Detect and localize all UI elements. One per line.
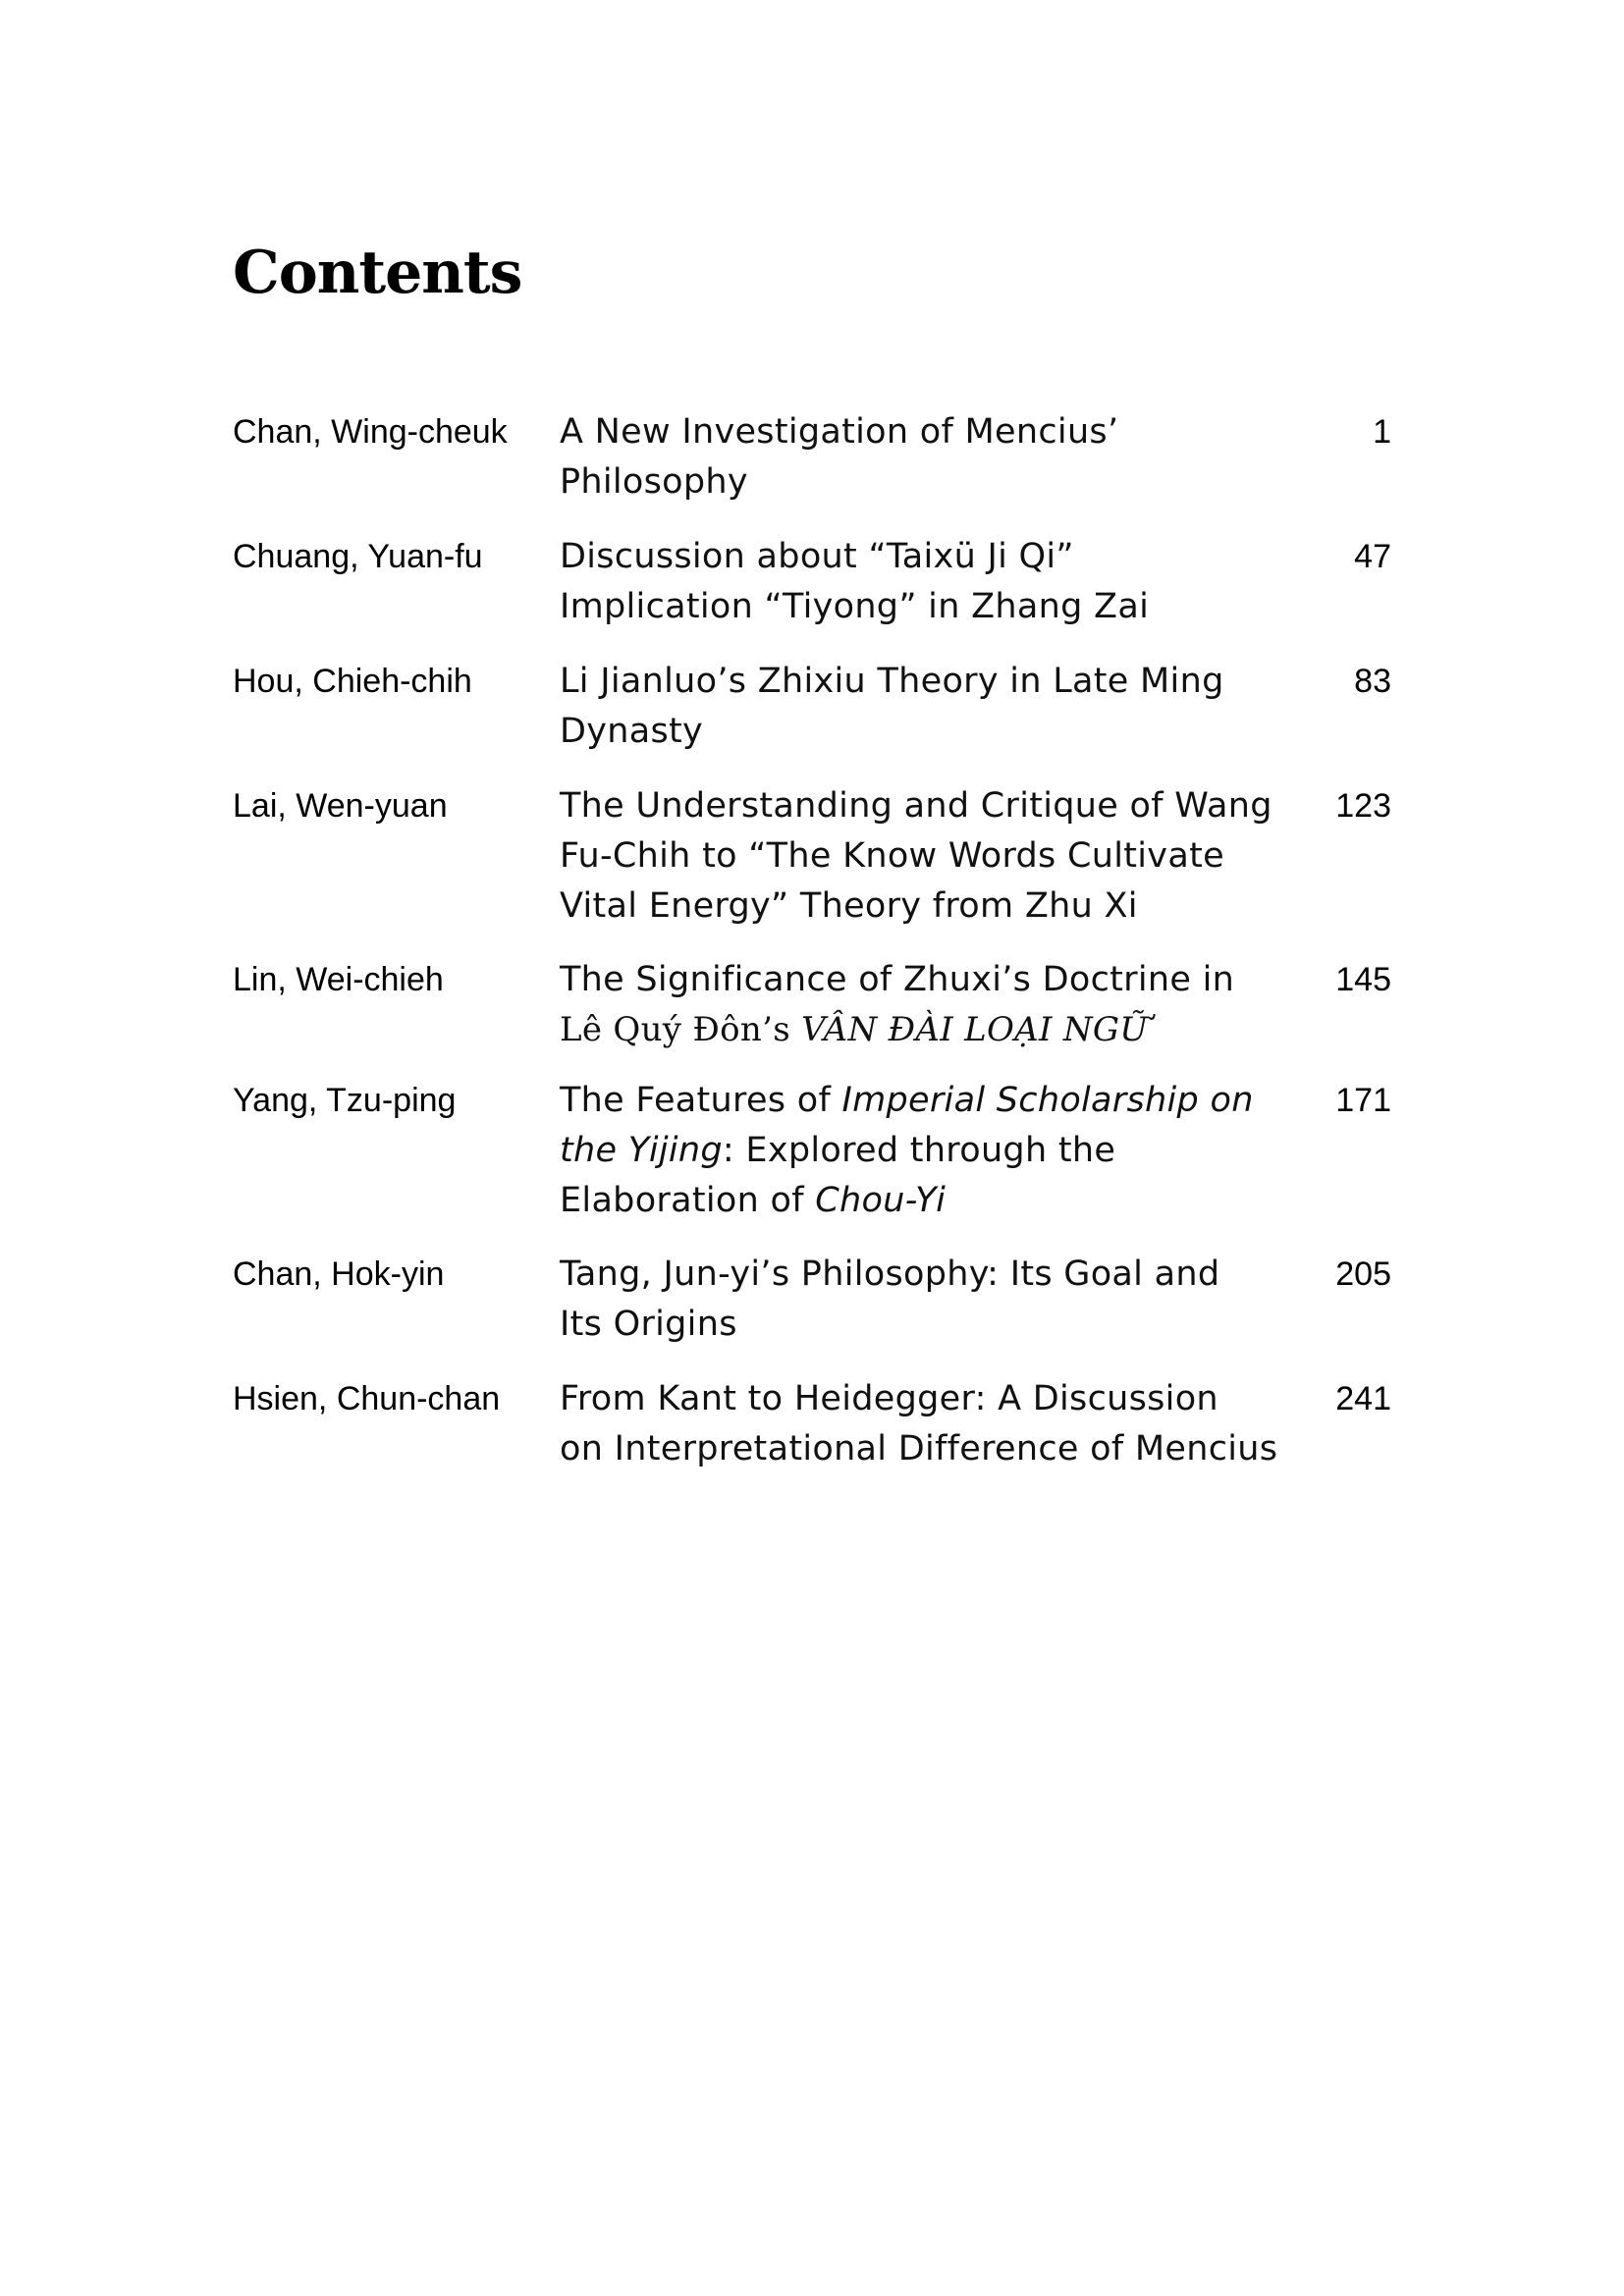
toc-title-line (560, 1076, 1281, 1126)
toc-title-line (560, 955, 1281, 1005)
toc-author: Chuang, Yuan-fu (233, 538, 483, 575)
toc-article-title (560, 955, 1281, 1055)
toc-page-number: 145 (1335, 961, 1391, 998)
toc-page-number: 241 (1335, 1380, 1391, 1417)
toc-author: Lai, Wen-yuan (233, 787, 448, 825)
toc-title-segment: Vital Energy” Theory from Zhu Xi (560, 886, 1138, 926)
toc-title-segment: Elaboration of (560, 1181, 816, 1220)
toc-title-line (560, 1250, 1281, 1300)
toc-title-segment: Li Jianluo’s Zhixiu Theory in Late Ming (560, 662, 1224, 701)
toc-title-line (560, 1374, 1281, 1424)
toc-title-line (560, 707, 1281, 757)
toc-title-line (560, 1005, 1281, 1055)
toc-title-segment: A New Investigation of Mencius’ (560, 412, 1119, 452)
toc-title-segment: Its Origins (560, 1305, 737, 1344)
toc-title-segment: : Explored through the (722, 1131, 1116, 1170)
toc-title-segment: From Kant to Heidegger: A Discussion (560, 1379, 1218, 1418)
toc-title-line (560, 407, 1281, 457)
toc-title-segment: Chou-Yi (815, 1181, 947, 1220)
toc-title-segment: The Understanding and Critique of Wang (560, 786, 1272, 826)
toc-title-segment: the Yijing (560, 1131, 723, 1170)
toc-title-line (560, 1126, 1281, 1176)
toc-page-number: 47 (1354, 538, 1391, 575)
toc-page-number: 205 (1335, 1255, 1391, 1293)
toc-title-segment: Discussion about “Taixü Ji Qi” (560, 537, 1074, 576)
toc-author: Hou, Chieh-chih (233, 663, 472, 700)
toc-title-line (560, 657, 1281, 707)
toc-page-number: 171 (1335, 1082, 1391, 1119)
toc-page-number: 83 (1354, 663, 1391, 700)
toc-title-line (560, 1424, 1281, 1474)
toc-page-number: 1 (1373, 413, 1391, 451)
toc-title-line (560, 532, 1281, 582)
toc-article-title (560, 781, 1281, 932)
toc-title-segment: Implication “Tiyong” in Zhang Zai (560, 587, 1150, 626)
toc-page-number: 123 (1335, 787, 1391, 825)
toc-author: Chan, Wing-cheuk (233, 413, 508, 451)
toc-title-segment: The Features of (560, 1081, 842, 1120)
toc-title-segment: Philosophy (560, 462, 748, 502)
toc-title-segment: VÂN ĐÀI LOẠI NGỮ (801, 1010, 1149, 1049)
toc-title-segment: Dynasty (560, 712, 704, 751)
toc-author: Chan, Hok-yin (233, 1255, 445, 1293)
toc-author: Hsien, Chun-chan (233, 1380, 501, 1417)
toc-author: Lin, Wei-chieh (233, 961, 444, 998)
toc-author: Yang, Tzu-ping (233, 1082, 457, 1119)
toc-title-segment: Imperial Scholarship on (841, 1081, 1254, 1120)
toc-title-segment: on Interpretational Difference of Mencius (560, 1429, 1278, 1468)
toc-article-title (560, 407, 1281, 507)
toc-article-title (560, 1250, 1281, 1350)
toc-article-title (560, 532, 1281, 632)
toc-title-line (560, 881, 1281, 932)
toc-title-line (560, 457, 1281, 507)
toc-article-title (560, 1076, 1281, 1226)
toc-title-segment: Fu-Chih to “The Know Words Cultivate (560, 836, 1224, 876)
toc-title-segment: Tang, Jun-yi’s Philosophy: Its Goal and (560, 1255, 1220, 1294)
toc-title-segment: Lê Quý Đôn’s (560, 1010, 802, 1049)
toc-title-line (560, 1176, 1281, 1226)
toc-title-line (560, 831, 1281, 881)
toc-title-line (560, 1300, 1281, 1350)
toc-article-title (560, 1374, 1281, 1474)
contents-heading: Contents (233, 239, 522, 307)
toc-title-line (560, 781, 1281, 831)
toc-title-segment: The Significance of Zhuxi’s Doctrine in (560, 960, 1235, 999)
toc-title-line (560, 582, 1281, 632)
toc-article-title (560, 657, 1281, 757)
